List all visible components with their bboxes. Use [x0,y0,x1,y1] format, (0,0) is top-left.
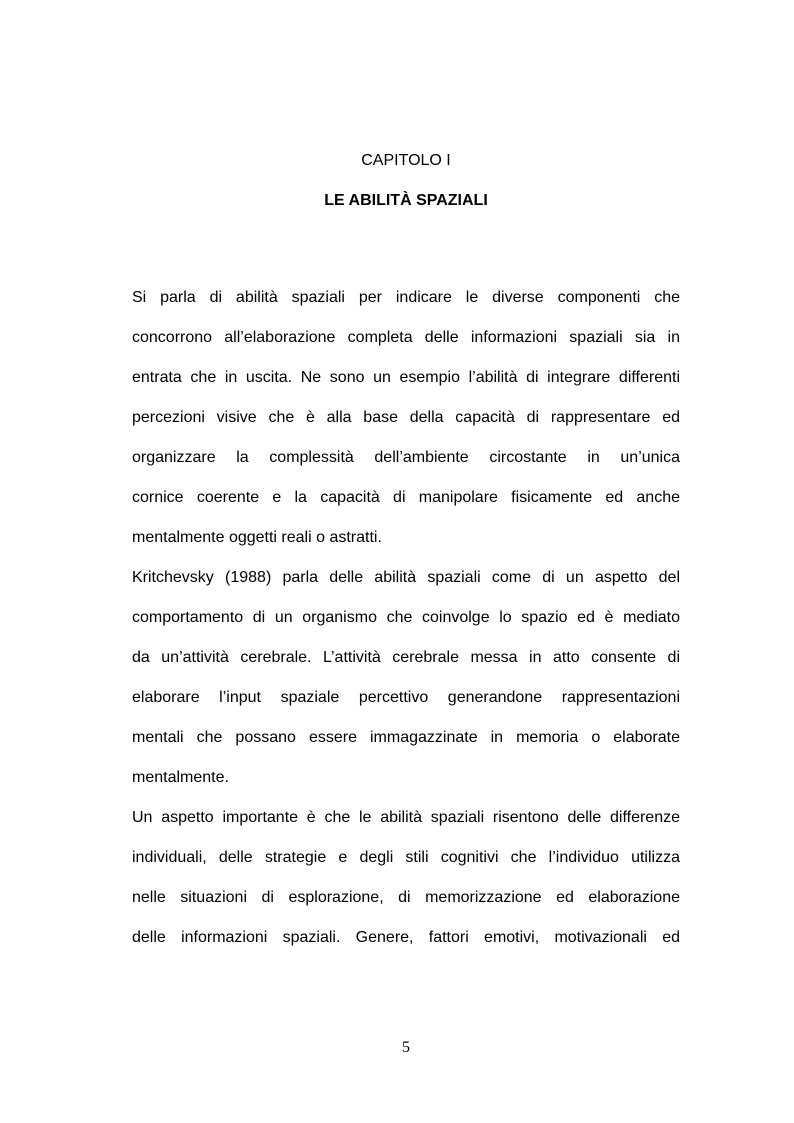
chapter-title: LE ABILITÀ SPAZIALI [324,192,488,209]
text-line: Un aspetto importante è che le abilità spaziali risentono delle differenze [132,809,680,826]
paragraph-1 [132,286,680,566]
text-line: mentalmente oggetti reali o astratti. [132,529,382,546]
text-line: concorrono all’elaborazione completa delle informazioni spaziali sia in [132,329,680,346]
text-line: entrata che in uscita. Ne sono un esempio l’abilità di integrare differenti [132,369,680,386]
body-text [132,286,680,966]
text-line: mentalmente. [132,769,229,786]
chapter-label: CAPITOLO I [361,152,451,169]
text-line: da un’attività cerebrale. L’attività cerebrale messa in atto consente di [132,649,680,666]
text-line: nelle situazioni di esplorazione, di memorizzazione ed elaborazione [132,889,680,906]
page-number: 5 [402,1039,410,1056]
text-line: mentali che possano essere immagazzinate in memoria o elaborate [132,729,680,746]
text-line: Si parla di abilità spaziali per indicare le diverse componenti che [132,289,680,306]
text-line: organizzare la complessità dell’ambiente circostante in un’unica [132,449,680,466]
text-line: elaborare l’input spaziale percettivo generandone rappresentazioni [132,689,680,706]
text-line: delle informazioni spaziali. Genere, fattori emotivi, motivazionali ed [132,929,680,946]
text-line: percezioni visive che è alla base della capacità di rappresentare ed [132,409,680,426]
paragraph-3 [132,806,680,966]
text-line: comportamento di un organismo che coinvolge lo spazio ed è mediato [132,609,680,626]
text-line: individuali, delle strategie e degli stili cognitivi che l’individuo utilizza [132,849,680,866]
text-line: cornice coerente e la capacità di manipolare fisicamente ed anche [132,489,680,506]
text-line: Kritchevsky (1988) parla delle abilità spaziali come di un aspetto del [132,569,680,586]
paragraph-2 [132,566,680,806]
